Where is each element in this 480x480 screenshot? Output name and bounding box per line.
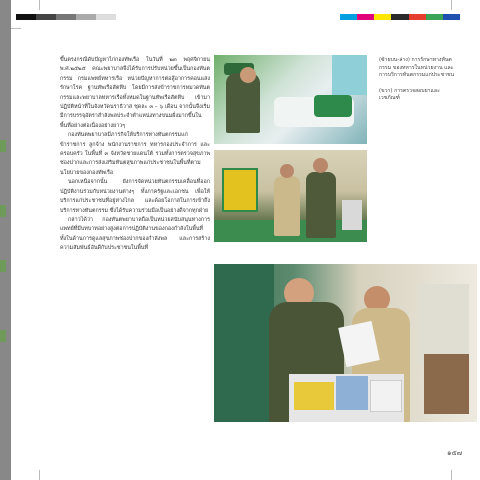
crop-mark [39, 470, 40, 480]
crop-mark [11, 28, 21, 29]
paragraph: กองทันตพยาบาลมีภารกิจให้บริการทางทันตกรรมแก่ข้าราชการ ลูกจ้าง พนักงานราชการ ทหารกองประจำการ และครอบครัว ในพื้นที่ ๓ จังหวัดชายแดนใต้ รวมทั้งการตรวจสุขภาพช่องปากและการส่งเสริมทันตสุขภาพแก่ประชาชนในพื้นที่ตามนโยบายของกองทัพเรือ [60, 132, 210, 176]
color-bar-right [340, 14, 460, 20]
edge-mark [0, 330, 6, 342]
page-number: ๑๕๗ [447, 449, 463, 457]
edge-mark [0, 260, 6, 272]
photo-captions [379, 57, 457, 103]
crop-mark [39, 0, 40, 10]
paragraph: ขึ้นตรงกรณีดับปัญหาไก่กองทัพเรือ ในวันที่ ๒๓ พฤศจิกายน พ.ศ.๒๕๒๕ คณะพยาบาลจึงได้รับการปรับหน่วยขึ้นเป็นกองทันตกรรม กรมแพทย์ทหารเรือ หน่วยปัญหาการต่อสู้อาการคอนแสงรักษาโรค ฐานทัพเรือสัตหีบ โดยมีการส่งข้าราชการหมวดทันตกรรมและพยาบาลทหารเรือทั้งหมดในฐานทัพเรือสัตหีบ เข้ามาปฏิบัติหน้าที่ในจังหวัดนราธิวาส ชุดละ ๓ – ๖ เดือน จากนั้นจึงเริ่มมีการบรรจุอัตราสำลังพลประจำตำแหน่งทางขนมฝั่งมากขึ้นในพื้นที่อย่างต่อเนื่องอย่างยาวๆ [60, 57, 210, 129]
left-page-edge [0, 0, 11, 480]
photo-inspection [214, 150, 367, 242]
photo-medicine-check [214, 264, 477, 422]
article-body [60, 56, 210, 254]
edge-mark [0, 205, 6, 217]
crop-mark [451, 470, 452, 480]
paragraph: กล่าวได้ว่า กองทันตพยาบาลถือเป็นหน่วยสนับสนุนทางการแพทย์ที่มีบทบาทอย่างสูงต่อการปฏิบัติงานของกองกำลังในพื้นที่ ทั้งในด้านการดูแลสุขภาพช่องปากของกำลังพล และการสร้างความสัมพันธ์อันดีกับประชาชนในพื้นที่ [60, 216, 210, 252]
color-bar-left [16, 14, 136, 20]
page [11, 0, 480, 480]
caption-right-photo: (ขวา) การตรวจสอบยาและเวชภัณฑ์ [379, 87, 440, 102]
crop-mark [451, 0, 452, 10]
edge-mark [0, 140, 6, 152]
caption-left-photos: (ซ้ายบน-ล่าง) การรักษาทางทันตกรรม ของทหารในหน่วยงาน และการบริการทันตกรรมแก่ประชาชน [379, 57, 455, 79]
photo-dental-treatment [214, 55, 367, 144]
registration-bar [11, 14, 480, 20]
paragraph: นอกเหนือจากนั้น ยังการจัดหน่วยทันตกรรมเคลื่อนที่ออกปฏิบัติงานร่วมกับหน่วยงานต่างๆ ทั้งภาครัฐและเอกชน เพื่อให้บริการแก่ประชาชนที่อยู่ห่างไกล และด้อยโอกาสในการเข้าถึงบริการทางทันตกรรม ซึ่งได้รับความร่วมมือเป็นอย่างดีจากทุกฝ่าย [60, 179, 210, 214]
